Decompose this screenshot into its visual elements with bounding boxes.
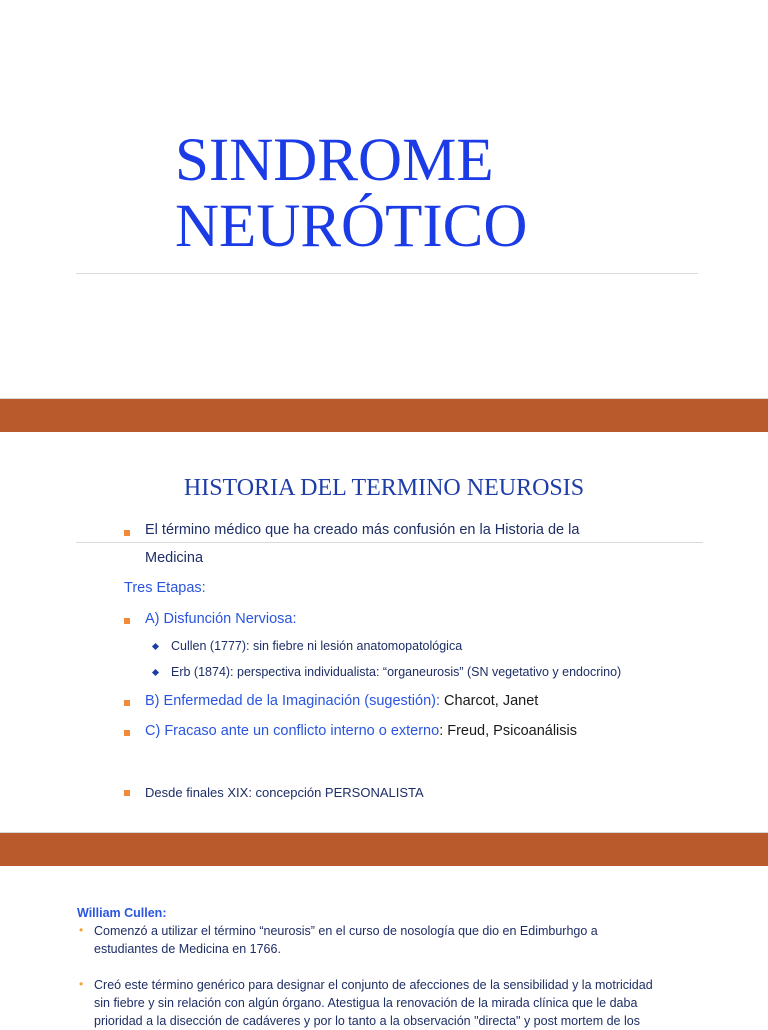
p2-line2: sin fiebre y sin relación con algún órgano. Atestigua la renovación de la mirada clínica que le daba bbox=[94, 996, 638, 1010]
title-line-1: SINDROME bbox=[175, 127, 494, 194]
stage-b-line bbox=[145, 693, 538, 709]
stage-c-rest: : Freud, Psicoanálisis bbox=[439, 723, 577, 739]
slide-divider bbox=[0, 832, 768, 868]
bullet-square-icon bbox=[124, 700, 130, 706]
bullet-diamond-icon bbox=[152, 669, 159, 676]
bullet-dot-icon: • bbox=[79, 977, 84, 991]
desde-text: Desde finales XIX: concepción PERSONALISTA bbox=[145, 785, 424, 800]
bullet-text-cont: Medicina bbox=[145, 550, 204, 566]
stage-c-label: C) Fracaso ante un conflicto interno o externo bbox=[145, 723, 440, 739]
slide-divider bbox=[0, 398, 768, 434]
bullet-diamond-icon bbox=[152, 643, 159, 650]
p2-line1: Creó este término genérico para designar el conjunto de afecciones de la sensibilidad y la motricidad bbox=[94, 978, 653, 992]
p1-line2: estudiantes de Medicina en 1766. bbox=[94, 942, 281, 956]
stage-a-sub2: Erb (1874): perspectiva individualista: “organeurosis” (SN vegetativo y endocrino) bbox=[171, 665, 622, 679]
stage-b-label: B) Enfermedad de la Imaginación (sugestión): bbox=[145, 693, 440, 709]
p1-line1: Comenzó a utilizar el término “neurosis” en el curso de nosología que dio en Edimburhgo a bbox=[94, 924, 598, 938]
title-line-2: NEURÓTICO bbox=[175, 193, 528, 260]
bullet-square-icon bbox=[124, 618, 130, 624]
slide-heading: HISTORIA DEL TERMINO NEUROSIS bbox=[183, 475, 585, 501]
slide-historia bbox=[0, 432, 768, 832]
title-rule bbox=[76, 273, 698, 274]
stage-a-label: A) Disfunción Nerviosa: bbox=[145, 611, 297, 627]
bullet-dot-icon: • bbox=[79, 923, 84, 937]
heading-rule bbox=[76, 542, 703, 543]
stage-c-line bbox=[145, 723, 577, 739]
slide-title bbox=[0, 0, 768, 398]
slide-cullen bbox=[0, 866, 768, 1028]
bullet-square-icon bbox=[124, 730, 130, 736]
bullet-square-icon bbox=[124, 790, 130, 796]
tres-etapas-label: Tres Etapas: bbox=[124, 580, 206, 596]
bullet-text: El término médico que ha creado más confusión en la Historia de la bbox=[145, 522, 580, 538]
slide-title-heading bbox=[175, 128, 527, 260]
stage-b-rest: Charcot, Janet bbox=[440, 693, 539, 709]
cullen-heading: William Cullen: bbox=[77, 906, 167, 920]
stage-a-sub1: Cullen (1777): sin fiebre ni lesión anatomopatológica bbox=[171, 639, 463, 653]
p2-line3: prioridad a la disección de cadáveres y por lo tanto a la observación "directa" y post mortem de los bbox=[94, 1014, 640, 1028]
bullet-square-icon bbox=[124, 530, 130, 536]
